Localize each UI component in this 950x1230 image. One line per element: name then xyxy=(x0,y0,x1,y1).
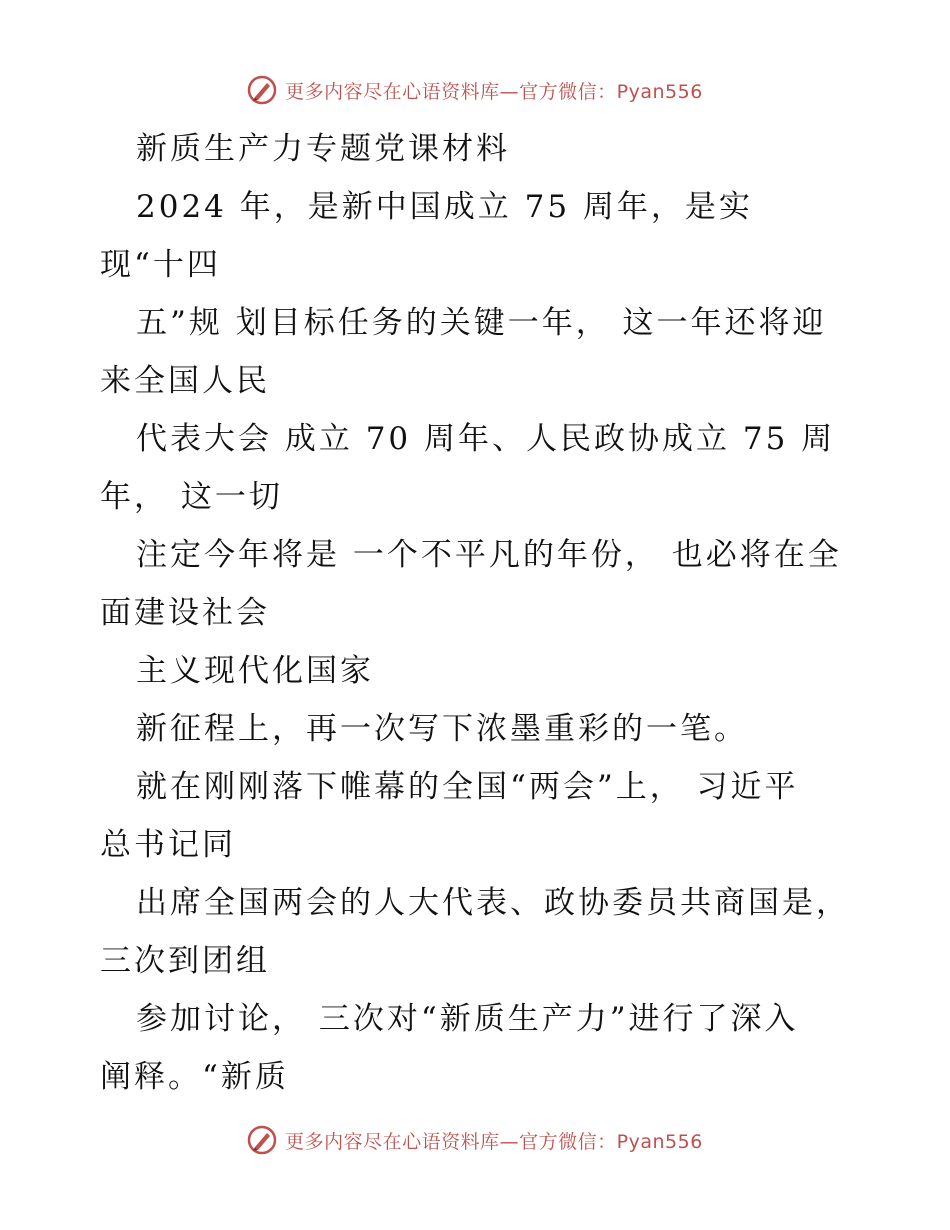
text-line: 出席全国两会的人大代表、政协委员共商国是， xyxy=(136,885,850,921)
text-line: 阐释。“新质 xyxy=(100,1059,289,1095)
pen-logo-icon xyxy=(247,75,277,105)
text-line: 面建设社会 xyxy=(100,595,270,631)
text-line: 五”规 划目标任务的关键一年， 这一年还将迎 xyxy=(136,305,827,341)
document-title: 新质生产力专题党课材料 xyxy=(136,131,510,167)
pen-logo-icon xyxy=(247,1125,277,1155)
text-line: 年， 这一切 xyxy=(100,479,283,515)
text-line: 主义现代化国家 xyxy=(136,653,374,689)
text-line: 来全国人民 xyxy=(100,363,270,399)
footer-banner-text: 更多内容尽在心语资料库—官方微信：Pyan556 xyxy=(285,1130,703,1153)
text-line: 现“十四 xyxy=(100,247,221,283)
text-line: 就在刚刚落下帷幕的全国“两会”上， 习近平 xyxy=(136,769,799,805)
text-line: 注定今年将是 一个不平凡的年份， 也必将在全 xyxy=(136,537,842,573)
header-banner xyxy=(0,70,950,110)
header-banner-text: 更多内容尽在心语资料库—官方微信：Pyan556 xyxy=(285,80,703,103)
text-line: 参加讨论， 三次对“新质生产力”进行了深入 xyxy=(136,1001,799,1037)
document-body xyxy=(100,120,880,1106)
text-line: 2024 年，是新中国成立 75 周年，是实 xyxy=(136,189,753,225)
text-line: 总书记同 xyxy=(100,827,236,863)
text-line: 三次到团组 xyxy=(100,943,270,979)
footer-banner xyxy=(0,1120,950,1160)
text-line: 新征程上，再一次写下浓墨重彩的一笔。 xyxy=(136,711,748,747)
text-line: 代表大会 成立 70 周年、人民政协成立 75 周 xyxy=(136,421,836,457)
